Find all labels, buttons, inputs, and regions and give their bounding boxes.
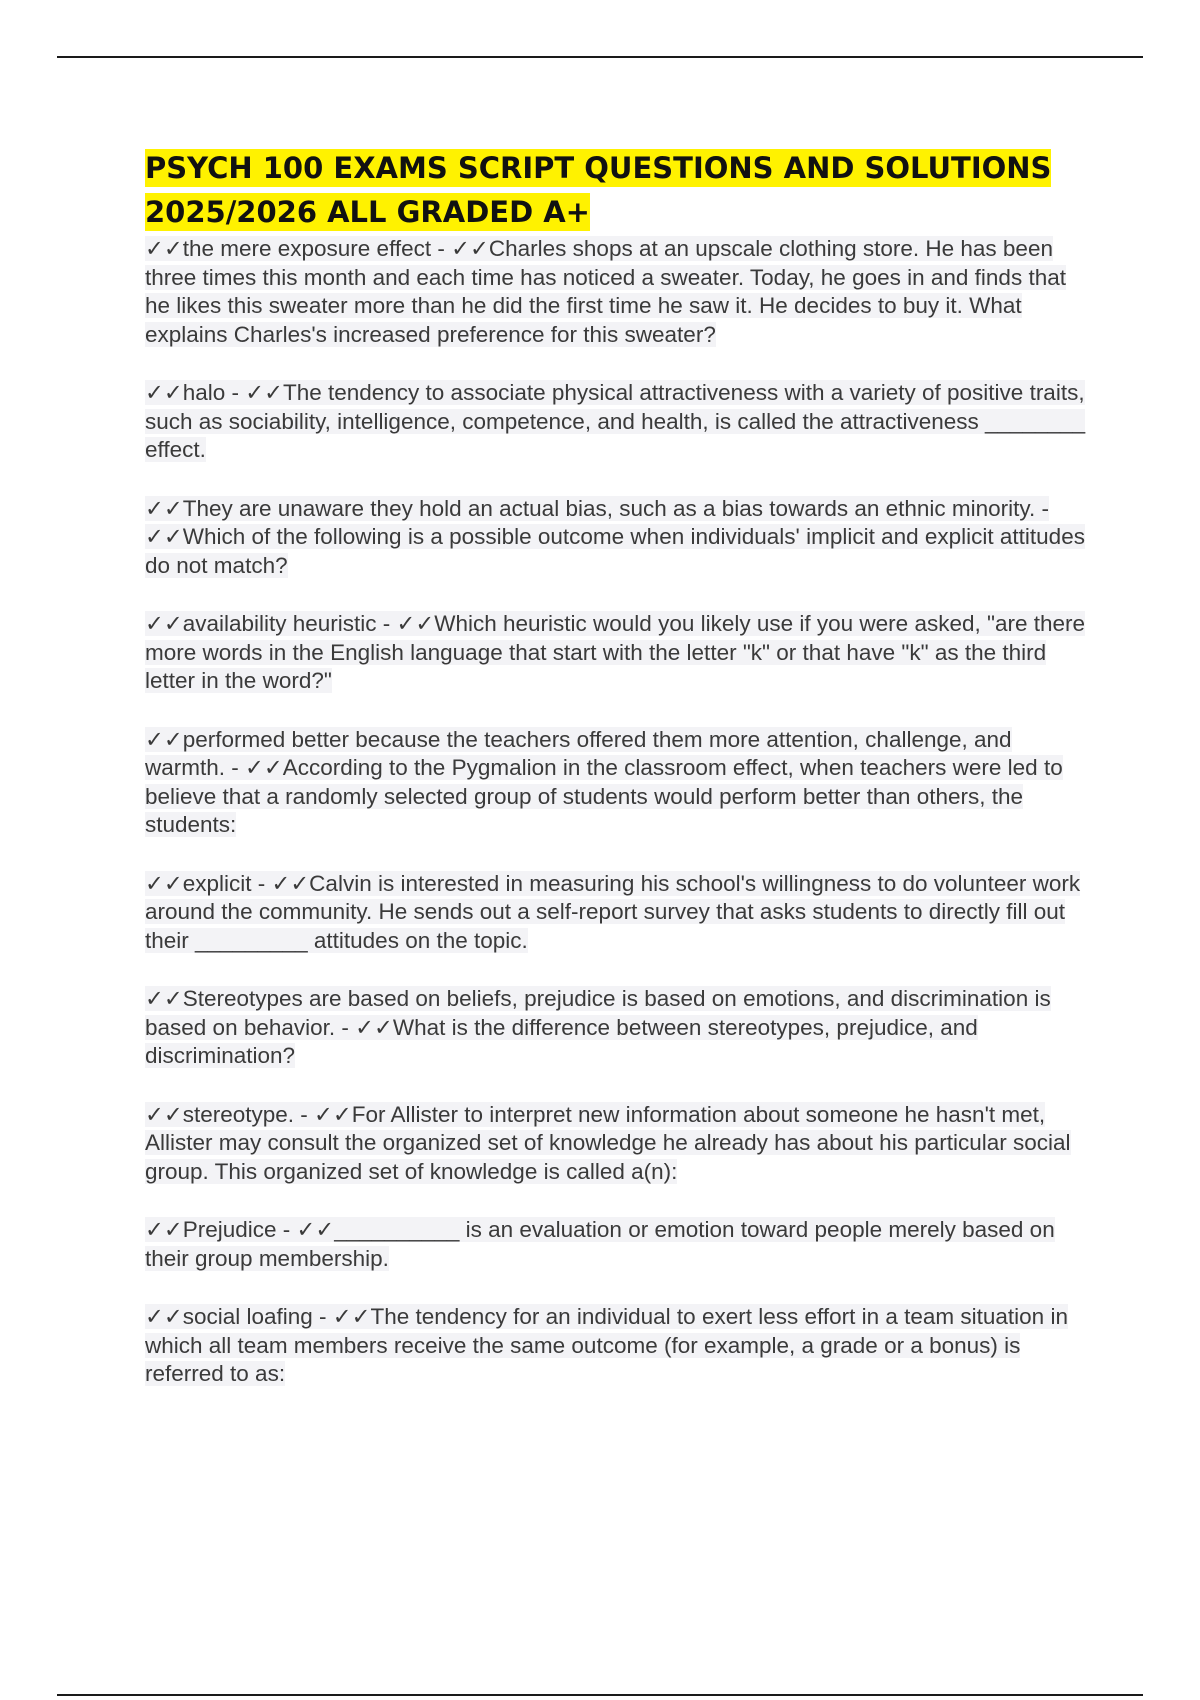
document-title <box>145 146 1105 234</box>
qa-item-9: ✓✓Prejudice - ✓✓__________ is an evaluation or emotion toward people merely based on their group membership. <box>145 1217 1055 1271</box>
top-rule <box>57 56 1143 58</box>
qa-item-7: ✓✓Stereotypes are based on beliefs, prejudice is based on emotions, and discrimination is based on behavior. - ✓✓What is the difference between stereotypes, prejudice, and discrimination? <box>145 986 1051 1068</box>
qa-list <box>145 235 1090 1419</box>
qa-item-2: ✓✓halo - ✓✓The tendency to associate physical attractiveness with a variety of positive traits, such as sociability, intelligence, competence, and health, is called the attractiveness ________ effect. <box>145 380 1086 462</box>
qa-item-3: ✓✓They are unaware they hold an actual bias, such as a bias towards an ethnic minority. - ✓✓Which of the following is a possible outcome when individuals' implicit and explicit attitudes do not match? <box>145 495 1085 578</box>
qa-item-5: ✓✓performed better because the teachers offered them more attention, challenge, and warmth. - ✓✓According to the Pygmalion in the classroom effect, when teachers were led to believe that a randomly selected group of students would perform better than others, the students: <box>145 726 1063 837</box>
qa-item-8: ✓✓stereotype. - ✓✓For Allister to interpret new information about someone he hasn't met, Allister may consult the organized set of knowledge he already has about his particular social group. This organized set of knowledge is called a(n): <box>145 1101 1071 1184</box>
bottom-rule <box>57 1694 1143 1696</box>
qa-item-1: ✓✓the mere exposure effect - ✓✓Charles shops at an upscale clothing store. He has been three times this month and each time has noticed a sweater. Today, he goes in and finds that he likes this sweater more than he did the first time he saw it. He decides to buy it. What explains Charles's increased preference for this sweater? <box>145 236 1066 347</box>
qa-item-10: ✓✓social loafing - ✓✓The tendency for an individual to exert less effort in a team situation in which all team members receive the same outcome (for example, a grade or a bonus) is referred to as: <box>145 1304 1068 1386</box>
qa-item-6: ✓✓explicit - ✓✓Calvin is interested in measuring his school's willingness to do volunteer work around the community. He sends out a self-report survey that asks students to directly fill out their _________ attitudes on the topic. <box>145 870 1081 953</box>
qa-item-4: ✓✓availability heuristic - ✓✓Which heuristic would you likely use if you were asked, "are there more words in the English language that start with the letter "k" or that have "k" as the third letter in the word?" <box>145 611 1086 693</box>
document-title-text: PSYCH 100 EXAMS SCRIPT QUESTIONS AND SOLUTIONS 2025/2026 ALL GRADED A+ <box>145 151 1052 229</box>
